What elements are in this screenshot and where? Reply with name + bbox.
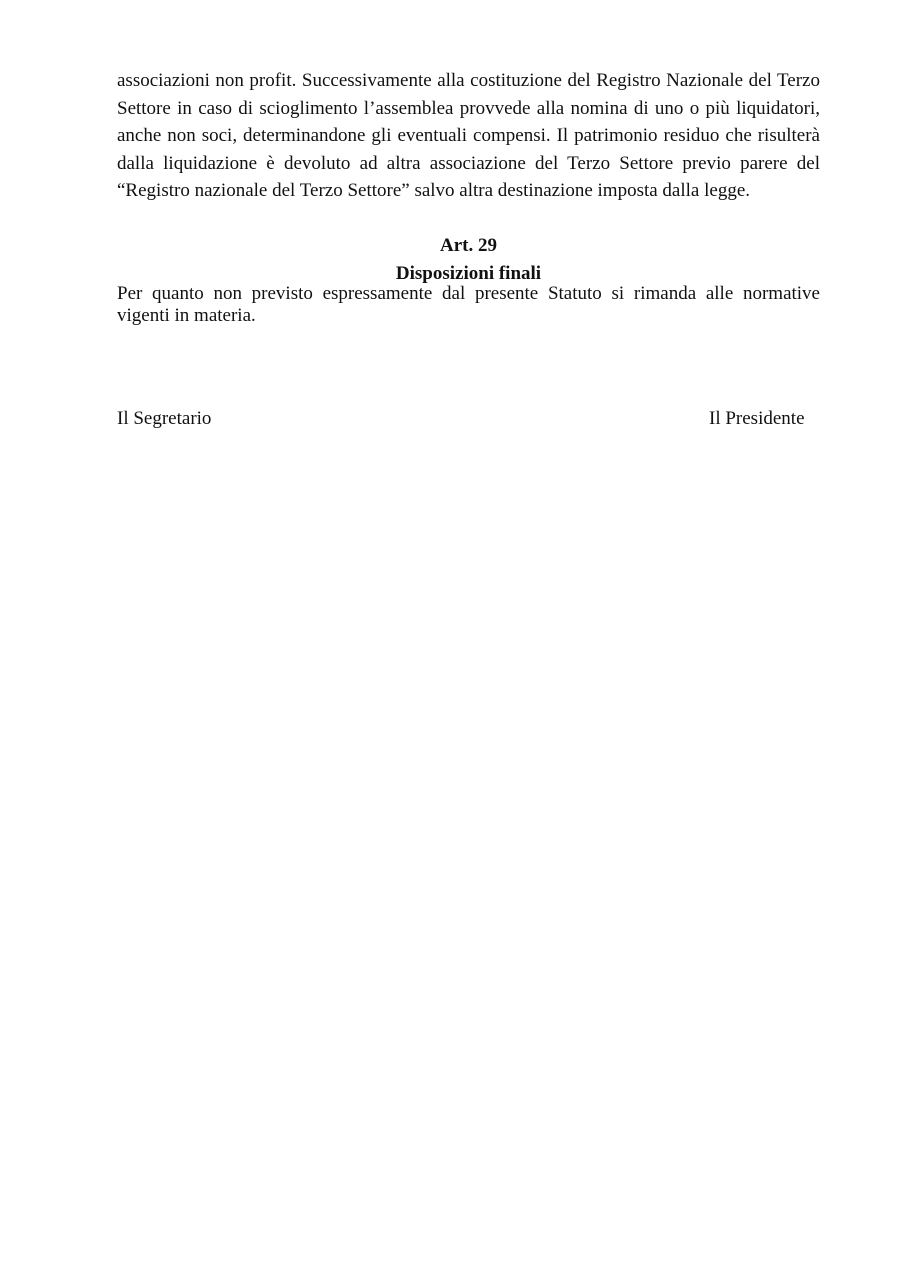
article-number: Art. 29 <box>440 235 497 256</box>
signature-secretary: Il Segretario <box>117 408 212 429</box>
article-title: Disposizioni finali <box>395 263 542 284</box>
paragraph-continued: associazioni non profit. Successivamente alla costituzione del Registro Nazionale del Terzo Settore in caso di scioglimento l’assemblea provvede alla nomina di uno o più liquidatori, anche non soci, determinandone gli eventuali compensi. Il patrimonio residuo che risulterà dalla liquidazione è devoluto ad altra associazione del Terzo Settore previo parere del “Registro nazionale del Terzo Settore” salvo altra destinazione imposta dalla legge. <box>117 70 820 201</box>
signature-president: Il Presidente <box>709 408 805 429</box>
article-body: Per quanto non previsto espressamente dal presente Statuto si rimanda alle normative vigenti in materia. <box>117 283 820 326</box>
